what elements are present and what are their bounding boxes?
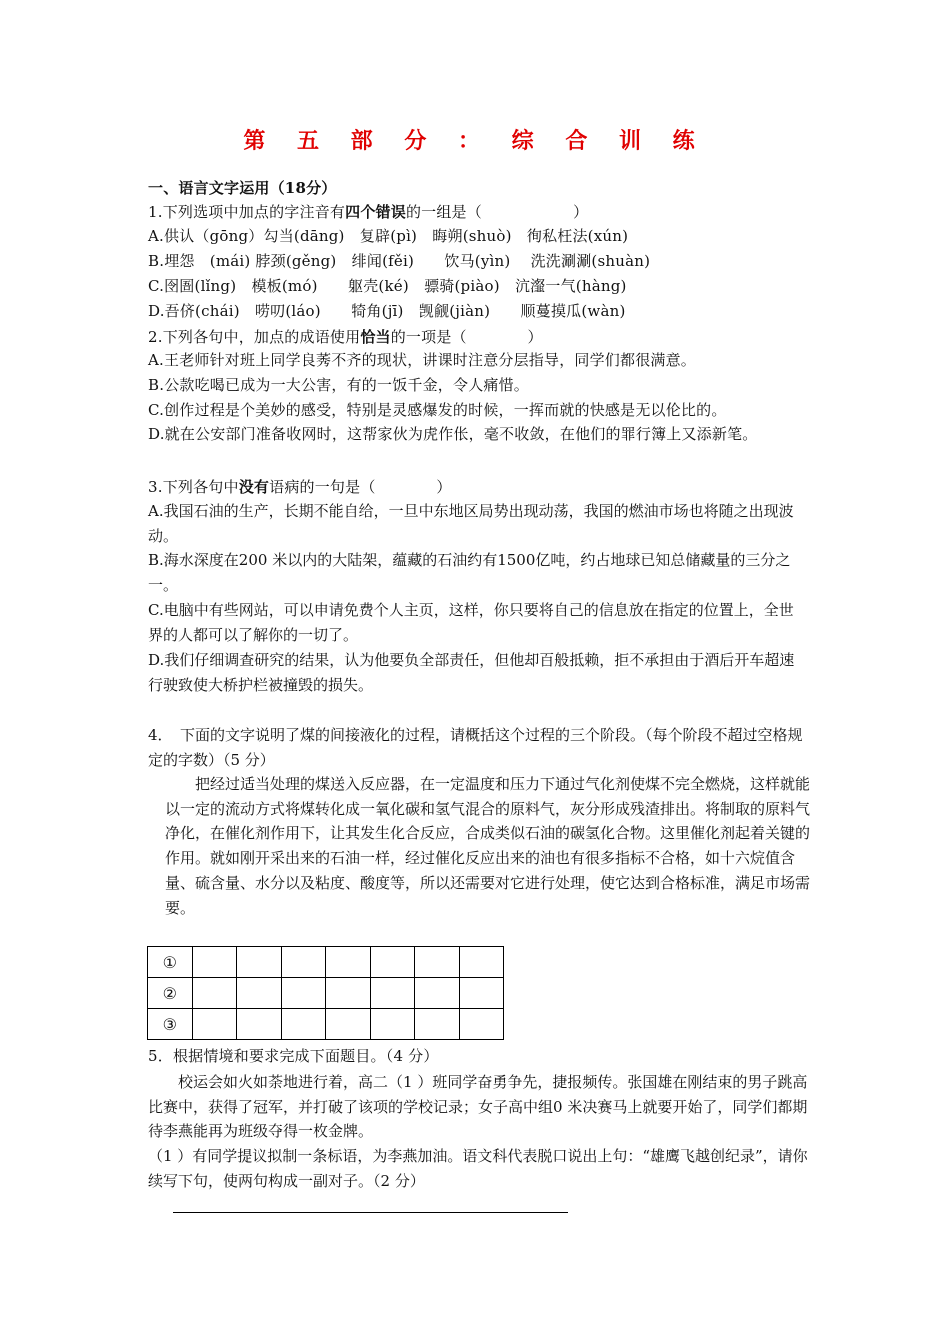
q1-stem-bold: 四个错误 bbox=[345, 203, 406, 221]
row-marker: ① bbox=[148, 947, 193, 978]
answer-cell[interactable] bbox=[415, 978, 460, 1009]
q1-stem-post: 的一组是（ ） bbox=[405, 203, 589, 221]
answer-line[interactable] bbox=[173, 1212, 568, 1213]
answer-cell[interactable] bbox=[326, 947, 371, 978]
answer-row bbox=[148, 947, 504, 978]
answer-cell[interactable] bbox=[370, 1009, 415, 1040]
answer-cell[interactable] bbox=[459, 978, 504, 1009]
answer-cell[interactable] bbox=[192, 978, 237, 1009]
q3-option-b: B.海水深度在200 米以内的大陆架，蕴藏的石油约有1500亿吨，约占地球已知总储藏量的三分之一。 bbox=[148, 551, 791, 594]
answer-cell[interactable] bbox=[415, 947, 460, 978]
answer-cell[interactable] bbox=[281, 1009, 326, 1040]
page-title: 第 五 部 分 ： 综 合 训 练 bbox=[243, 129, 707, 154]
answer-cell[interactable] bbox=[370, 947, 415, 978]
answer-cell[interactable] bbox=[237, 1009, 282, 1040]
answer-grid bbox=[147, 946, 504, 1040]
q2-option-b: B.公款吃喝已成为一大公害，有的一饭千金，令人痛惜。 bbox=[148, 376, 529, 394]
answer-row bbox=[148, 978, 504, 1009]
q1-option-d: D.吾侪(chái) 唠叨(láo) 犄角(jī) 觊觎(jiàn) 顺蔓摸瓜(wàn) bbox=[148, 302, 626, 320]
q3-stem-bold: 没有 bbox=[238, 478, 270, 496]
q2-stem bbox=[148, 327, 543, 347]
q3-stem-post: 语病的一句是（ ） bbox=[269, 478, 452, 496]
q1-option-b: B.埋怨 (mái) 脖颈(gěng) 绯闻(fěi) 饮马(yìn) 洗洗涮涮(shuàn) bbox=[148, 252, 651, 270]
q3-stem bbox=[148, 477, 452, 497]
q3-stem-pre: 3.下列各句中 bbox=[148, 478, 239, 496]
answer-cell[interactable] bbox=[370, 978, 415, 1009]
answer-cell[interactable] bbox=[192, 1009, 237, 1040]
answer-cell[interactable] bbox=[459, 1009, 504, 1040]
q1-stem-pre: 1.下列选项中加点的字注音有 bbox=[148, 203, 346, 221]
q2-option-a: A.王老师针对班上同学良莠不齐的现状，讲课时注意分层指导，同学们都很满意。 bbox=[148, 351, 697, 369]
q2-stem-post: 的一项是（ ） bbox=[390, 328, 543, 346]
q4-passage: 把经过适当处理的煤送入反应器，在一定温度和压力下通过气化剂使煤不完全燃烧，这样就能以一定的流动方式将煤转化成一氧化碳和氢气混合的原料气，灰分形成残渣排出。将制取的原料气净化，在催化剂作用下，让其发生化合反应，合成类似石油的碳氢化合物。这里催化剂起着关键的作用。就如刚开采出来的石油一样，经过催化反应出来的油也有很多指标不合格，如十六烷值含量、硫含量、水分以及粘度、酸度等，所以还需要对它进行处理，使它达到合格标准，满足市场需要。 bbox=[165, 775, 811, 917]
q5-stem: 5．根据情境和要求完成下面题目。（4 分） bbox=[148, 1047, 439, 1065]
q2-stem-bold: 恰当 bbox=[360, 328, 391, 346]
answer-cell[interactable] bbox=[326, 1009, 371, 1040]
answer-cell[interactable] bbox=[237, 947, 282, 978]
q1-option-c: C.囹圄(lǐng) 模板(mó) 躯壳(ké) 骠骑(piào) 沆瀣一气(hàng) bbox=[148, 277, 627, 295]
row-marker: ③ bbox=[148, 1009, 193, 1040]
answer-cell[interactable] bbox=[326, 978, 371, 1009]
row-marker: ② bbox=[148, 978, 193, 1009]
q3-option-d: D.我们仔细调查研究的结果，认为他要负全部责任，但他却百般抵赖，拒不承担由于酒后开车超速行驶致使大桥护栏被撞毁的损失。 bbox=[148, 651, 795, 694]
q1-stem bbox=[148, 202, 588, 222]
answer-cell[interactable] bbox=[459, 947, 504, 978]
q3-option-c: C.电脑中有些网站，可以申请免费个人主页，这样，你只要将自己的信息放在指定的位置上，全世界的人都可以了解你的一切了。 bbox=[148, 601, 794, 644]
answer-cell[interactable] bbox=[237, 978, 282, 1009]
answer-cell[interactable] bbox=[192, 947, 237, 978]
section-heading: 一、语言文字运用（18分） bbox=[148, 179, 337, 197]
q5-passage: 校运会如火如荼地进行着，高二（1 ）班同学奋勇争先，捷报频传。张国雄在刚结束的男子跳高比赛中，获得了冠军，并打破了该项的学校记录；女子高中组0 米决赛马上就要开始了，同学们都期待李燕能再为班级夺得一枚金牌。 bbox=[148, 1073, 808, 1141]
answer-cell[interactable] bbox=[281, 978, 326, 1009]
q1-option-a: A.供认（gōng）勾当(dāng) 复辟(pì) 晦朔(shuò) 徇私枉法(xún) bbox=[148, 227, 629, 245]
q5-sub1: （1 ）有同学提议拟制一条标语，为李燕加油。语文科代表脱口说出上句：“雄鹰飞越创纪录”，请你续写下句，使两句构成一副对子。（2 分） bbox=[148, 1147, 808, 1190]
answer-cell[interactable] bbox=[415, 1009, 460, 1040]
answer-row bbox=[148, 1009, 504, 1040]
q2-option-c: C.创作过程是个美妙的感受，特别是灵感爆发的时候，一挥而就的快感是无以伦比的。 bbox=[148, 401, 727, 419]
q2-option-d: D.就在公安部门准备收网时，这帮家伙为虎作伥，毫不收敛，在他们的罪行簿上又添新笔。 bbox=[148, 425, 758, 443]
q4-stem: 4． 下面的文字说明了煤的间接液化的过程，请概括这个过程的三个阶段。（每个阶段不超过空格规定的字数）（5 分） bbox=[148, 726, 803, 769]
answer-cell[interactable] bbox=[281, 947, 326, 978]
q3-option-a: A.我国石油的生产，长期不能自给，一旦中东地区局势出现动荡，我国的燃油市场也将随之出现波动。 bbox=[148, 502, 794, 545]
q2-stem-pre: 2.下列各句中，加点的成语使用 bbox=[148, 328, 361, 346]
